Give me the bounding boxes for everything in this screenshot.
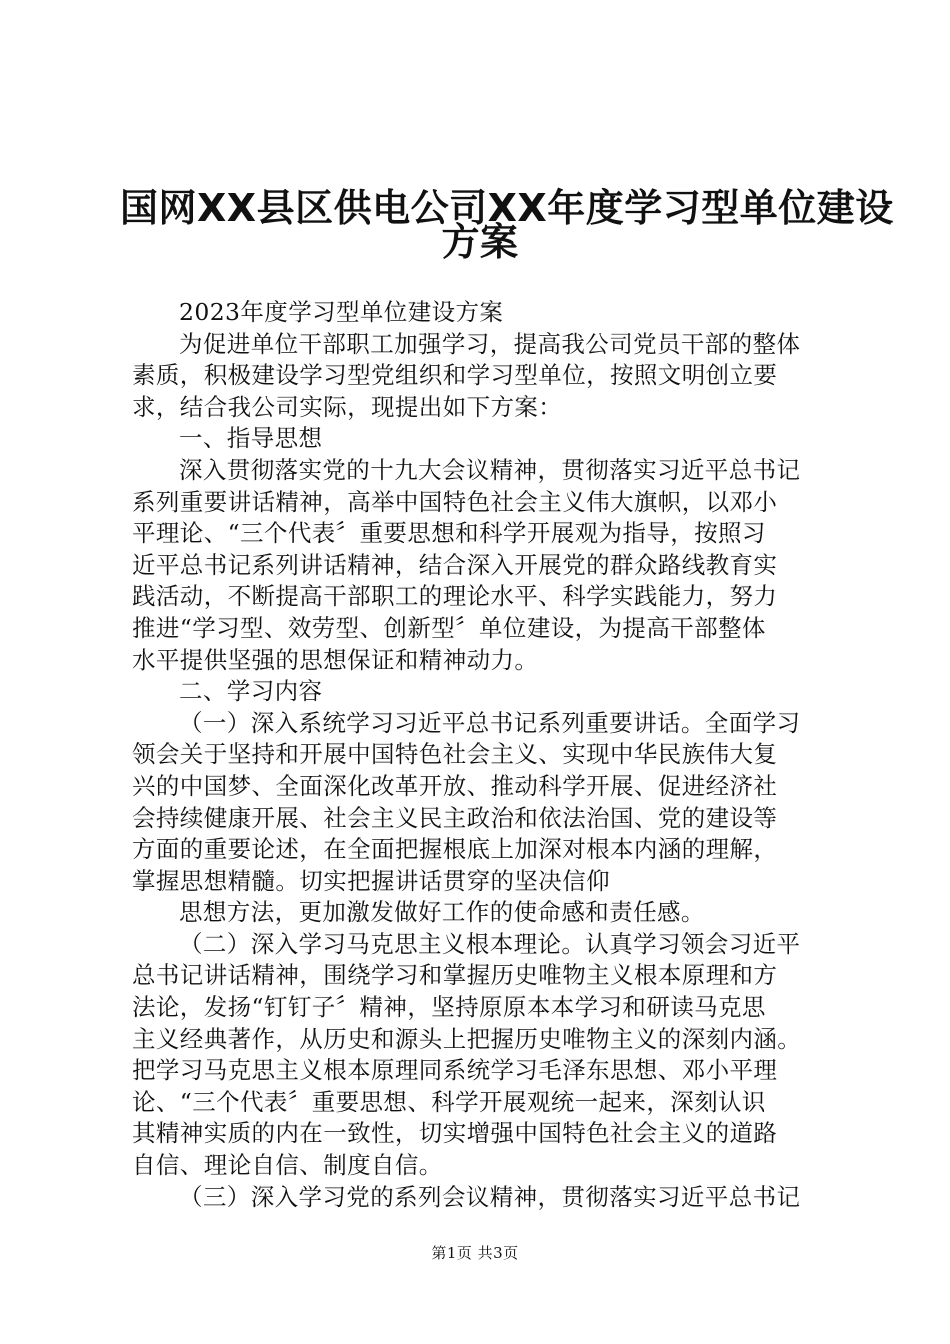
page-number-footer: 第1页 共3页 [431,1244,519,1262]
paragraph-line: 近平总书记系列讲话精神，结合深入开展党的群众路线教育实 [132,550,778,579]
paragraph-line: （二）深入学习马克思主义根本理论。认真学习领会习近平 [179,929,801,958]
paragraph-line: 主义经典著作，从历史和源头上把握历史唯物主义的深刻内涵。 [132,1024,802,1053]
paragraph-line: （一）深入系统学习习近平总书记系列重要讲话。全面学习 [179,708,801,737]
paragraph-line: 把学习马克思主义根本原理同系统学习毛泽东思想、邓小平理 [132,1056,778,1085]
paragraph-line: 素质，积极建设学习型党组织和学习型单位，按照文明创立要 [132,361,778,390]
subtitle-line: 2023年度学习型单位建设方案 [179,298,504,326]
paragraph-line: 践活动，不断提高干部职工的理论水平、科学实践能力，努力 [132,582,778,611]
paragraph-line: 求，结合我公司实际，现提出如下方案： [132,392,563,421]
paragraph-line: 系列重要讲话精神，高举中国特色社会主义伟大旗帜，以邓小 [132,487,778,516]
paragraph-line: 自信、理论自信、制度自信。 [132,1151,443,1180]
paragraph-line: 掌握思想精髓。切实把握讲话贯穿的坚决信仰 [132,866,610,895]
paragraph-line: 法论，发扬“钉钉子〞精神，坚持原原本本学习和研读马克思 [132,993,766,1022]
paragraph-line: 平理论、“三个代表〞重要思想和科学开展观为指导，按照习 [132,519,766,548]
paragraph-line: 兴的中国梦、全面深化改革开放、推动科学开展、促进经济社 [132,771,778,800]
section-heading: 一、指导思想 [179,424,323,453]
paragraph-line: 推进“学习型、效劳型、创新型〞单位建设，为提高干部整体 [132,613,766,642]
paragraph-line: 水平提供坚强的思想保证和精神动力。 [132,645,539,674]
paragraph-line: 会持续健康开展、社会主义民主政治和依法治国、党的建设等 [132,803,778,832]
paragraph-line: 其精神实质的内在一致性，切实增强中国特色社会主义的道路 [132,1119,778,1148]
paragraph-line: 思想方法，更加激发做好工作的使命感和责任感。 [179,898,705,927]
document-title-line-2: 方案 [441,220,519,264]
paragraph-line: 领会关于坚持和开展中国特色社会主义、实现中华民族伟大复 [132,740,778,769]
paragraph-line: 论、“三个代表〞重要思想、科学开展观统一起来，深刻认识 [132,1087,766,1116]
paragraph-line: 为促进单位干部职工加强学习，提高我公司党员干部的整体 [179,329,801,358]
paragraph-line: 总书记讲话精神，围绕学习和掌握历史唯物主义根本原理和方 [132,961,778,990]
paragraph-line: 方面的重要论述，在全面把握根底上加深对根本内涵的理解， [132,835,778,864]
paragraph-line: （三）深入学习党的系列会议精神，贯彻落实习近平总书记 [179,1182,801,1211]
document-body [132,297,832,1213]
section-heading: 二、学习内容 [179,677,323,706]
document-title-line-1: 国网XX县区供电公司XX年度学习型单位建设 [120,186,894,230]
paragraph-line: 深入贯彻落实党的十九大会议精神，贯彻落实习近平总书记 [179,455,801,484]
